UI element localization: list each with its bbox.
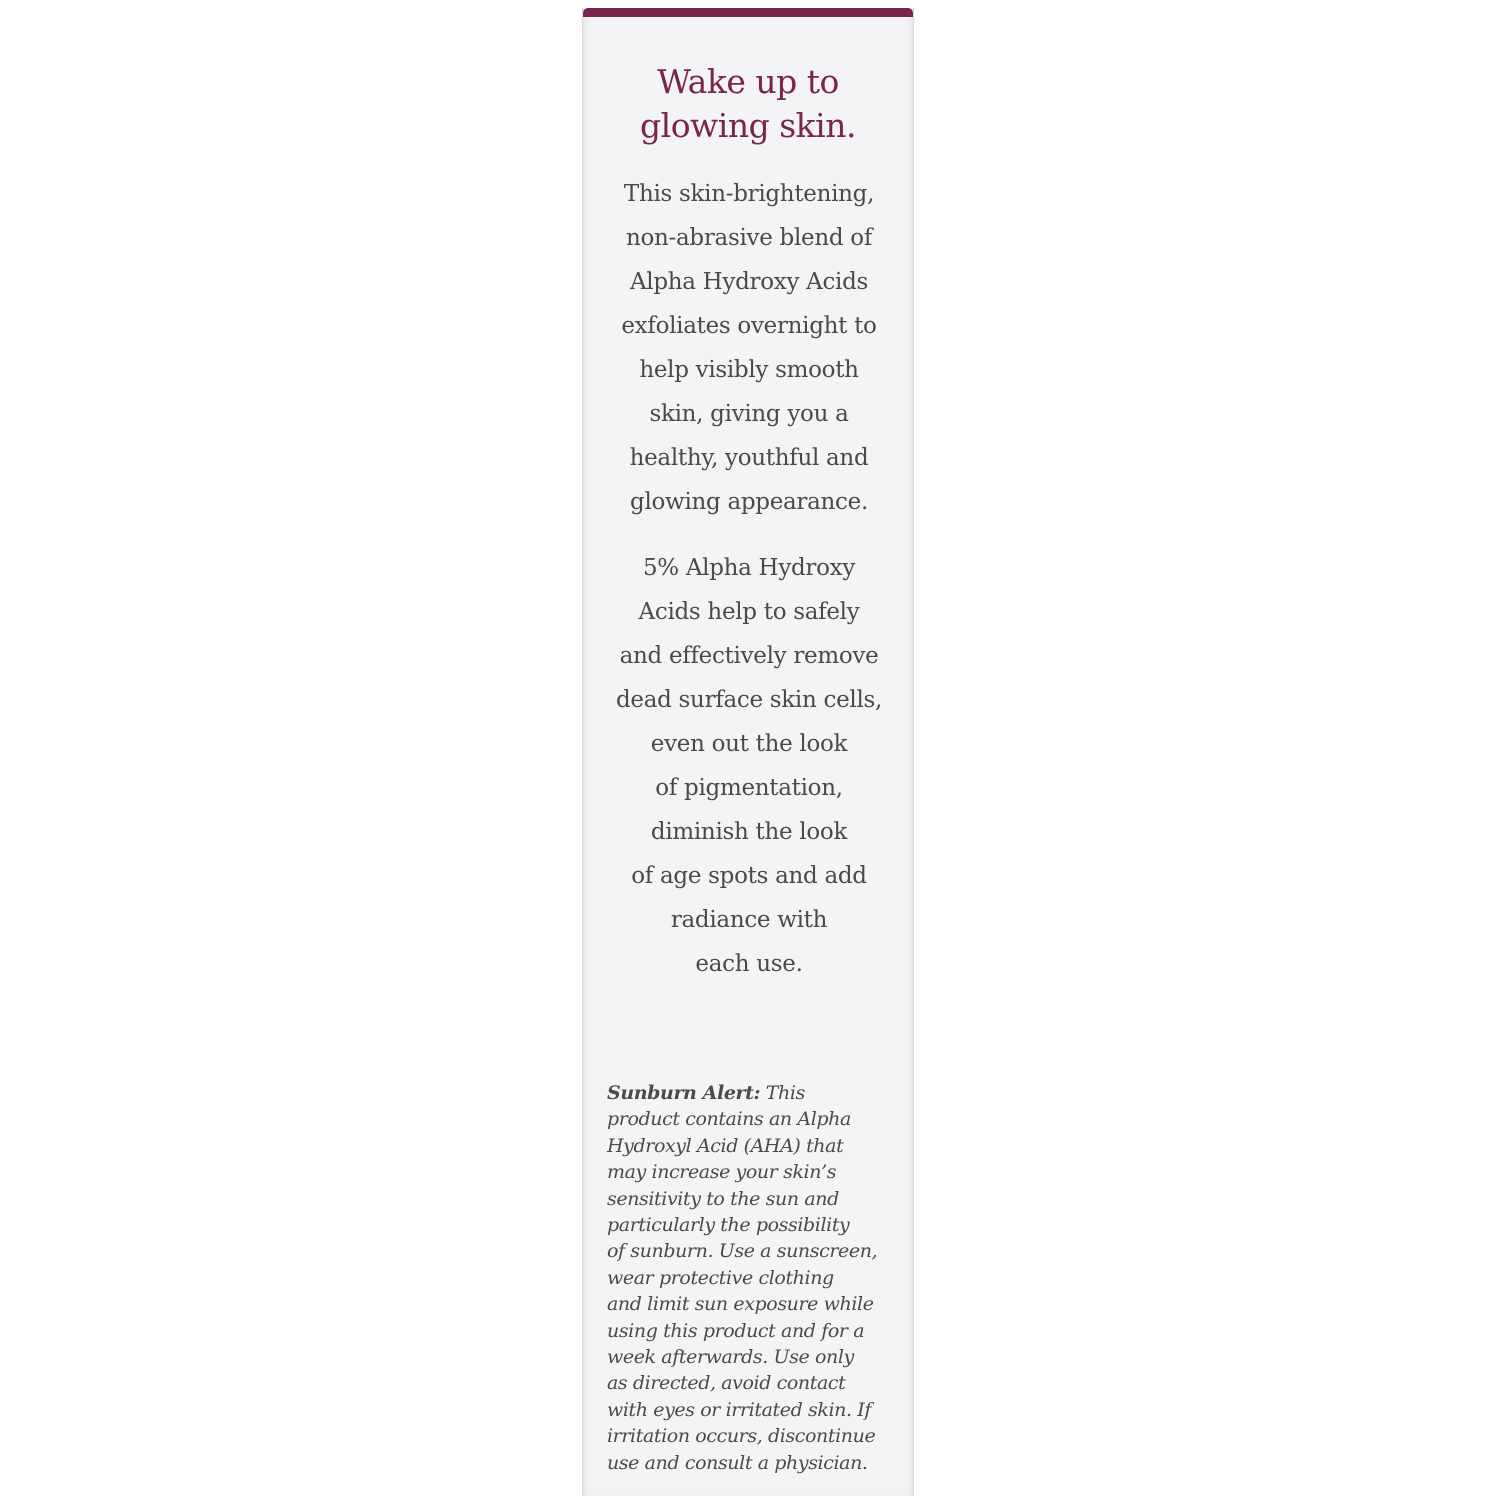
sunburn-alert-line: of sunburn. Use a sunscreen,	[607, 1240, 878, 1263]
top-color-band	[583, 8, 913, 17]
benefits-line: of age spots and add	[631, 863, 867, 889]
benefits-line: diminish the look	[650, 819, 848, 845]
headline	[583, 60, 913, 148]
benefits-line: of pigmentation,	[655, 775, 843, 801]
description-line: glowing appearance.	[630, 489, 868, 515]
description-line: skin, giving you a	[649, 401, 849, 427]
benefits-paragraph	[597, 546, 901, 986]
benefits-line: even out the look	[650, 731, 848, 757]
sunburn-alert-text: This	[760, 1082, 805, 1104]
sunburn-alert-line: particularly the possibility	[607, 1214, 850, 1237]
benefits-line: radiance with	[670, 907, 828, 933]
sunburn-alert-line: may increase your skin’s	[607, 1161, 837, 1184]
headline-line: Wake up to	[657, 62, 839, 101]
benefits-line: dead surface skin cells,	[615, 687, 883, 713]
sunburn-alert-line: use and consult a physician.	[607, 1451, 868, 1474]
benefits-line: and effectively remove	[619, 643, 879, 669]
benefits-line: Acids help to safely	[638, 599, 860, 625]
benefits-line: each use.	[695, 951, 803, 977]
description-line: Alpha Hydroxy Acids	[629, 269, 869, 295]
sunburn-alert-line: and limit sun exposure while	[607, 1293, 874, 1316]
sunburn-alert-first-line	[607, 1080, 903, 1106]
sunburn-alert-line: as directed, avoid contact	[607, 1372, 846, 1395]
sunburn-alert-line: week afterwards. Use only	[607, 1346, 854, 1369]
description-line: This skin-brightening,	[623, 181, 875, 207]
sunburn-alert-line: Hydroxyl Acid (AHA) that	[607, 1134, 844, 1157]
headline-line: glowing skin.	[640, 106, 856, 145]
description-line: non-abrasive blend of	[625, 225, 873, 251]
package-side-panel	[582, 8, 914, 1496]
description-line: healthy, youthful and	[629, 445, 869, 471]
benefits-line: 5% Alpha Hydroxy	[642, 555, 856, 581]
sunburn-alert-line: sensitivity to the sun and	[607, 1187, 839, 1210]
sunburn-alert-line: using this product and for a	[607, 1319, 865, 1342]
sunburn-alert-line: product contains an Alpha	[607, 1108, 851, 1131]
sunburn-alert	[607, 1080, 903, 1476]
description-paragraph	[597, 172, 901, 524]
description-line: exfoliates overnight to	[621, 313, 877, 339]
sunburn-alert-line: irritation occurs, discontinue	[607, 1425, 876, 1448]
sunburn-alert-line: with eyes or irritated skin. If	[607, 1398, 871, 1421]
sunburn-alert-line: wear protective clothing	[607, 1266, 834, 1289]
sunburn-alert-label: Sunburn Alert:	[607, 1082, 761, 1104]
description-line: help visibly smooth	[639, 357, 859, 383]
